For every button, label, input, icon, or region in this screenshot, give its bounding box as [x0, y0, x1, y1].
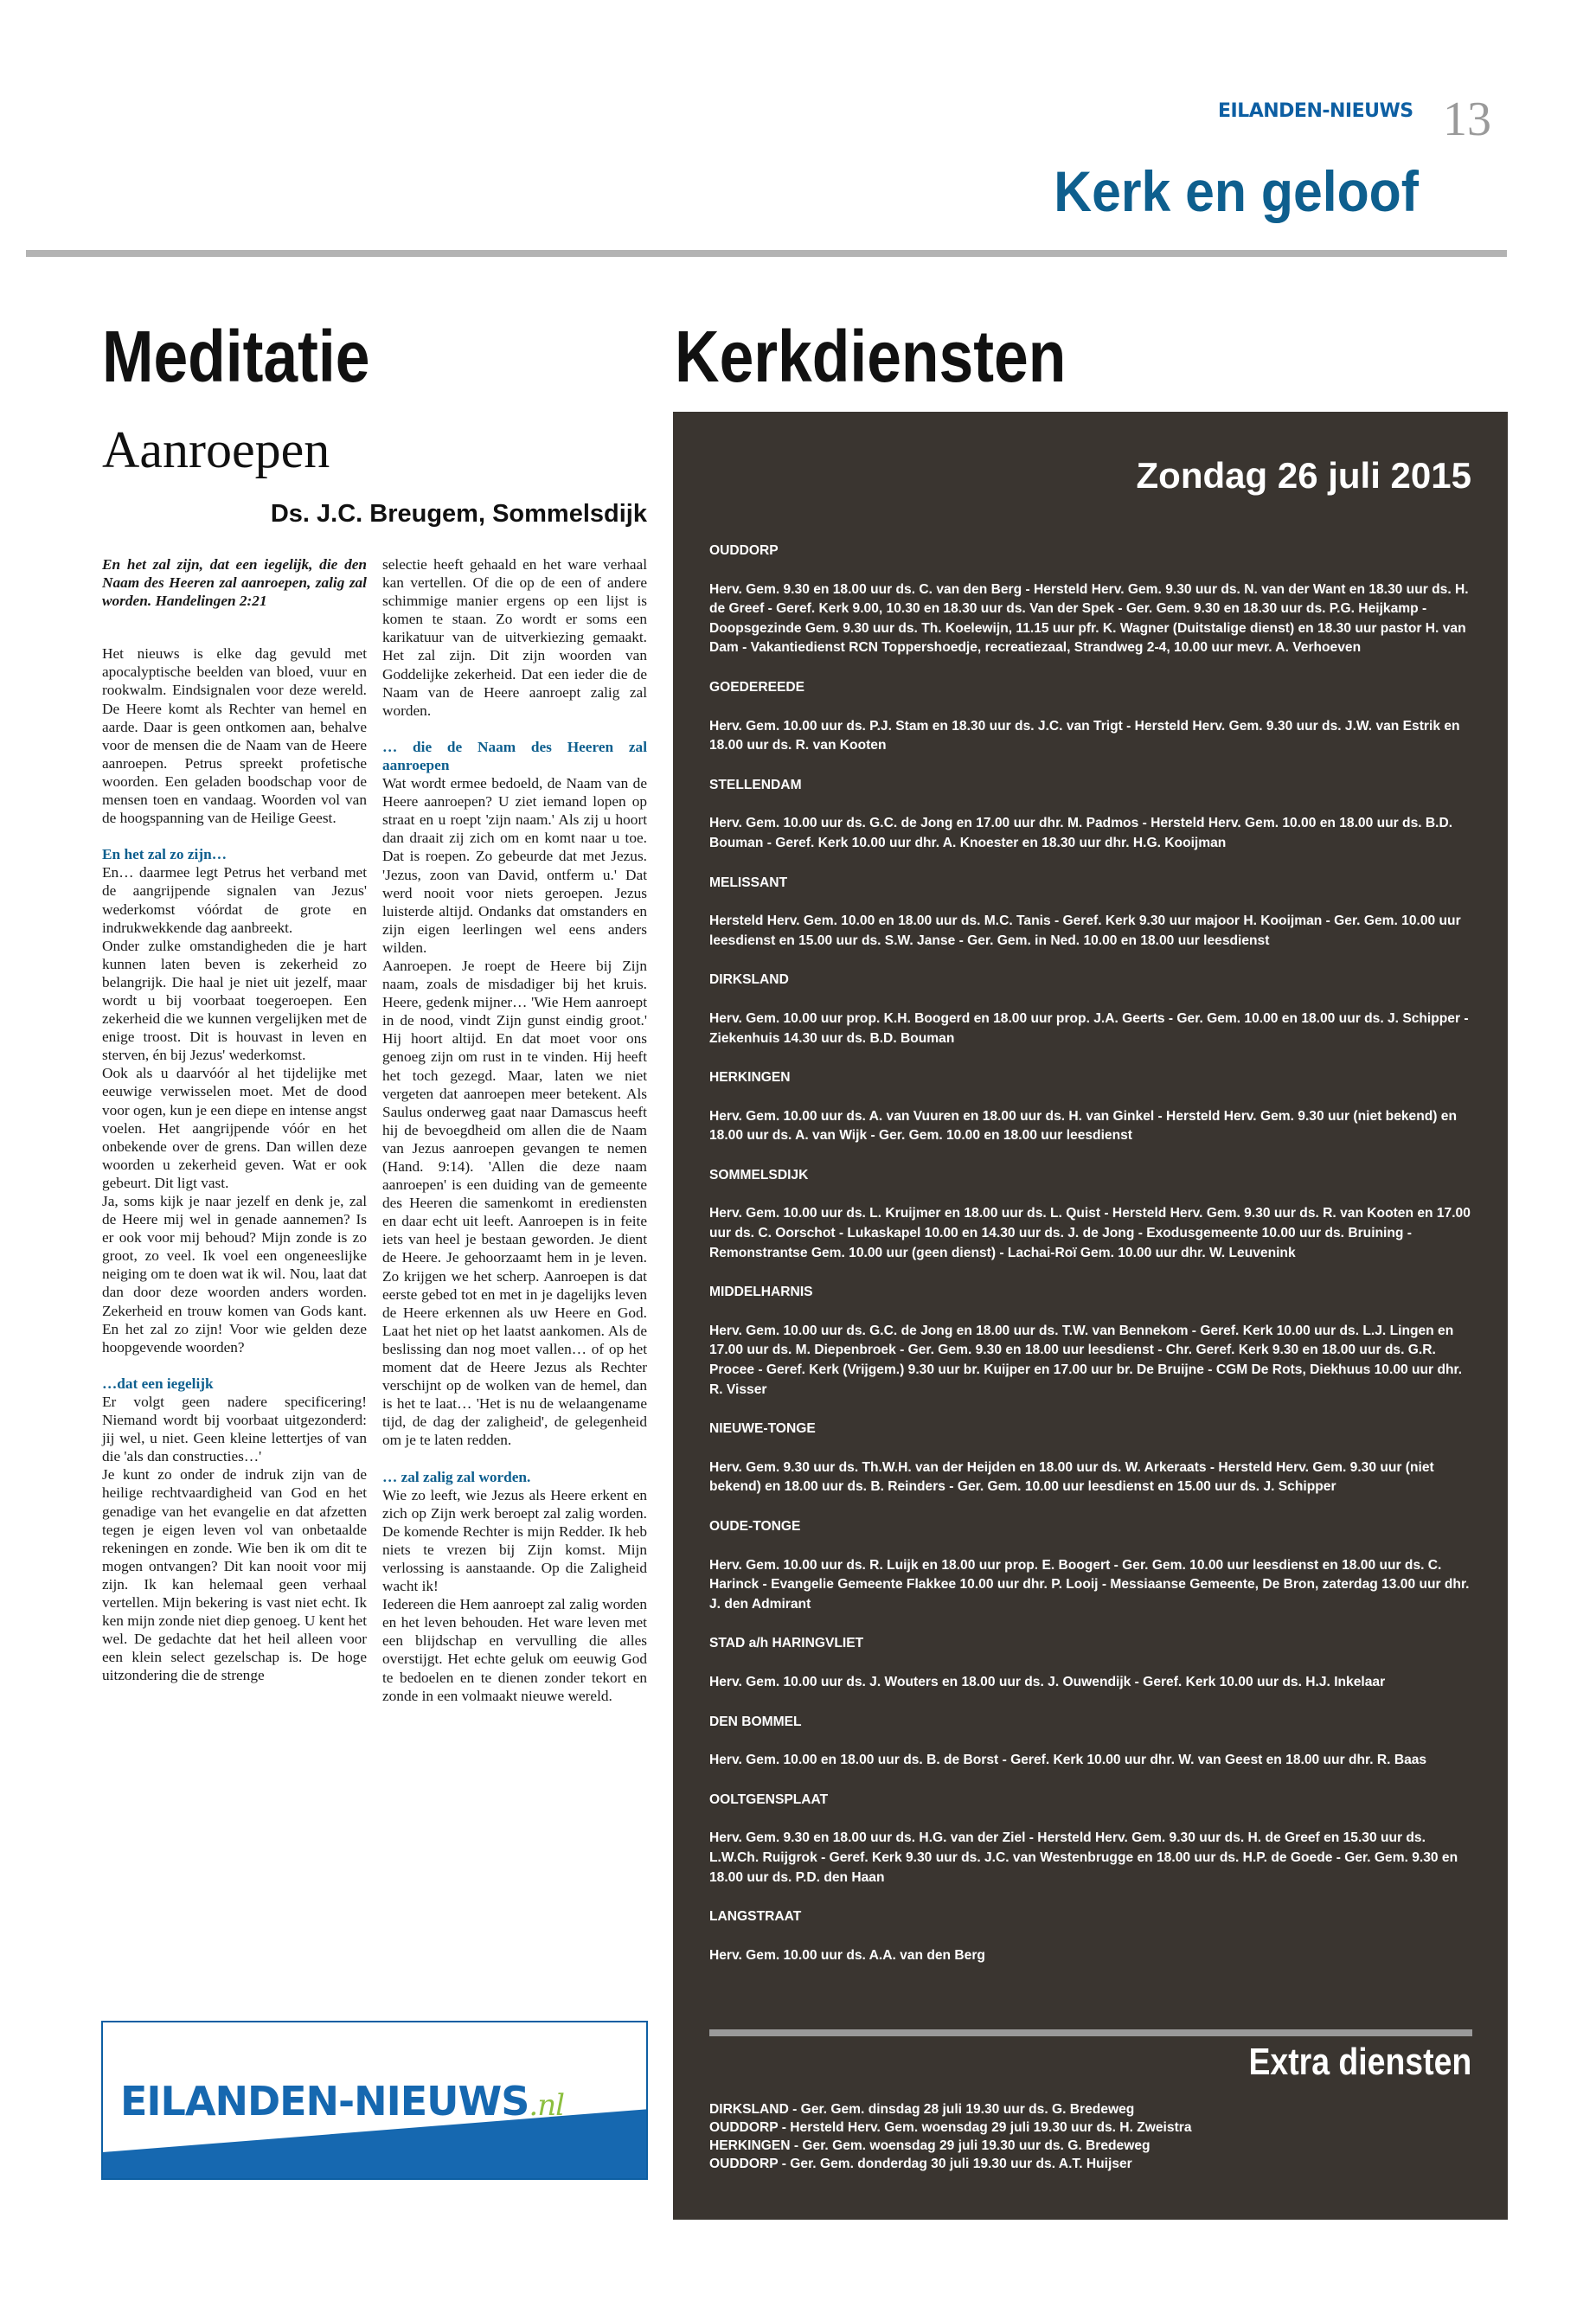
place-services: Herv. Gem. 9.30 uur ds. Th.W.H. van der Heijden en 18.00 uur ds. W. Arkeraats - Hersteld Herv. Gem. 9.30 uur (niet bekend) en 18.00 uur ds. B. Reinders - Ger. Gem. 10.00 uur leesdienst en 15.00 uur ds. J. Schipper: [709, 1459, 1434, 1495]
place-name: MELISSANT: [709, 875, 788, 890]
place-services: Herv. Gem. 10.00 uur ds. L. Kruijmer en 18.00 uur ds. L. Quist - Hersteld Herv. Gem. 9.30 uur ds. R. van Kooten en 17.00 uur ds. C. Oorschot - Lukaskapel 10.00 en 14.30 uur ds. J. de Jong - Exodusgemeente 10.00 uur ds. Bruining - Remonstrantse Gem. 10.00 uur (geen dienst) - Lachai-Roï Gem. 10.00 uur dhr. W. Leuvenink: [709, 1206, 1471, 1260]
place-services: Herv. Gem. 10.00 uur ds. G.C. de Jong en 18.00 uur ds. T.W. van Bennekom - Geref. Kerk 10.00 uur ds. L.J. Lingen en 17.00 uur ds. M. Diepenbroek - Ger. Gem. 9.30 en 18.00 uur leesdienst - Chr. Geref. Kerk 9.30 en 18.00 uur ds. G.R. Procee - Geref. Kerk (Vrijgem.) 9.30 uur br. Kuijper en 17.00 uur br. De Bruijne - CGM De Rots, Diekhuus 10.00 uur dhr. R. Visser: [709, 1323, 1463, 1397]
article-paragraph: selectie heeft gehaald en het ware verhaal kan vertellen. Of die op de een of andere schimmige manier ergens op een lijst is komen te staan. Zo wordt er soms een karikatuur van de uitverkiezing gemaakt. Het zal zijn. Dit zijn woorden van Goddelijke zekerheid. Dat een ieder die de Naam van de Heere aanroept zalig zal worden.: [382, 556, 647, 719]
article-author: Ds. J.C. Breugem, Sommelsdijk: [270, 500, 647, 528]
place-name: DIRKSLAND: [709, 972, 789, 988]
place-services: Hersteld Herv. Gem. 10.00 en 18.00 uur ds. M.C. Tanis - Geref. Kerk 9.30 uur majoor H. Kooijman - Ger. Gem. 10.00 uur leesdienst en 15.00 uur ds. S.W. Janse - Ger. Gem. in Ned. 10.00 en 18.00 uur leesdienst: [709, 913, 1461, 948]
article-paragraph: Ook als u daarvóór al het tijdelijke met eeuwige verwisselen moet. Met de dood voor ogen, kun je een diepe en intense angst voelen. Het aangrijpende vóór en het onbekende over de grens. Dan willen deze woorden u zekerheid geven. Wat er ook gebeurt. Dit ligt vast.: [102, 1065, 367, 1191]
place-services: Herv. Gem. 10.00 uur ds. G.C. de Jong en 17.00 uur dhr. M. Padmos - Hersteld Herv. Gem. 10.00 en 18.00 uur ds. B.D. Bouman - Geref. Kerk 10.00 uur dhr. A. Knoester en 18.30 uur dhr. H.G. Kooijman: [709, 816, 1453, 850]
place-name: OOLTGENSPLAAT: [709, 1791, 829, 1807]
article-title: Aanroepen: [102, 421, 330, 478]
ad-logo: [120, 2078, 564, 2125]
header-divider: [26, 250, 1507, 257]
article-subheading: En het zal zo zijn…: [102, 846, 227, 863]
place-name: STAD a/h HARINGVLIET: [709, 1636, 864, 1651]
place-services: Herv. Gem. 10.00 uur ds. J. Wouters en 18.00 uur ds. J. Ouwendijk - Geref. Kerk 10.00 uur ds. H.J. Inkelaar: [709, 1674, 1386, 1689]
place-name: OUDDORP: [709, 543, 779, 558]
ad-logo-text: EILANDEN-NIEUWS: [120, 2078, 529, 2125]
article-paragraph: Ja, soms kijk je naar jezelf en denk je, zal de Heere mij wel in genade aannemen? Is er ook voor mij behoud? Mijn zonde is zo groot, zo veel. Ik voel een ongeneeslijke neiging om te doen wat ik wil. Nou, laat dat dan door deze woorden anders worden. Zekerheid en trouw komen van Gods kant. En het zal zo zijn! Voor wie gelden deze hoopgevende woorden?: [102, 1193, 367, 1356]
article-column-1: [102, 555, 367, 1684]
extra-services-title: Extra diensten: [1248, 2041, 1471, 2083]
eilanden-nieuws-ad[interactable]: [101, 2021, 648, 2180]
article-subheading: …dat een iegelijk: [102, 1375, 214, 1392]
place-services: Herv. Gem. 10.00 uur prop. K.H. Boogerd en 18.00 uur prop. J.A. Geerts - Ger. Gem. 10.00 en 18.00 uur ds. J. Schipper - Ziekenhuis 14.30 uur ds. B.D. Bouman: [709, 1010, 1469, 1046]
place-name: SOMMELSDIJK: [709, 1167, 809, 1183]
ad-logo-tld: .nl: [529, 2088, 564, 2123]
place-name: LANGSTRAAT: [709, 1909, 802, 1925]
article-subheading: … zal zalig zal worden.: [382, 1468, 531, 1485]
article-paragraph: Er volgt geen nadere specificering! Niemand wordt bij voorbaat uitgezonderd: jij wel, u niet. Geen kleine lettertjes of van die 'als dan constructies…': [102, 1393, 367, 1465]
article-lead-quote: En het zal zijn, dat een iegelijk, die den Naam des Heeren zal aanroepen, zalig zal worden. Handelingen 2:21: [102, 556, 367, 610]
place-services: Herv. Gem. 10.00 uur ds. A.A. van den Berg: [709, 1947, 985, 1963]
meditatie-heading: Meditatie: [102, 316, 370, 397]
article-paragraph: Onder zulke omstandigheden die je hart kunnen laten beven is zekerheid zo belangrijk. Die haal je niet uit jezelf, maar wordt u bij voorbaat toegeroepen. Een zekerheid die we kunnen vergelijken met de enige troost. Dit is houvast in leven en sterven, én bij Jezus' wederkomst.: [102, 937, 367, 1064]
article-subheading: … die de Naam des Heeren zal aanroepen: [382, 738, 647, 773]
extra-services-list: [709, 2100, 1472, 2173]
extra-service-item: OUDDORP - Ger. Gem. donderdag 30 juli 19.30 uur ds. A.T. Huijser: [709, 2157, 1132, 2171]
place-name: NIEUWE-TONGE: [709, 1421, 816, 1437]
article-paragraph: Iedereen die Hem aanroept zal zalig worden en het leven behouden. Het ware leven met een blijdschap en vervulling die alles overstijgt. Het echte geluk om eeuwig God te bedoelen en te dienen zonder tekort en zonde in een volmaakt nieuwe wereld.: [382, 1596, 647, 1704]
service-list: [709, 542, 1472, 1985]
place-name: STELLENDAM: [709, 777, 802, 792]
place-services: Herv. Gem. 10.00 uur ds. A. van Vuuren en 18.00 uur ds. H. van Ginkel - Hersteld Herv. Gem. 9.30 uur (niet bekend) en 18.00 uur ds. A. van Wijk - Ger. Gem. 10.00 en 18.00 uur leesdienst: [709, 1108, 1457, 1144]
place-services: Herv. Gem. 10.00 uur ds. P.J. Stam en 18.30 uur ds. J.C. van Trigt - Hersteld Herv. Gem. 9.30 uur ds. J.W. van Estrik en 18.00 uur ds. R. van Kooten: [709, 718, 1460, 753]
place-name: OUDE-TONGE: [709, 1519, 801, 1534]
article-paragraph: Wat wordt ermee bedoeld, de Naam van de Heere aanroepen? U ziet iemand lopen op straat en u roept 'zijn naam.' Als zij u hoort dan draait zij zich om en komt naar u toe. Dat is roepen. Zo gebeurde dat met Jezus. 'Jezus, zoon van David, ontferm u.' Dat werd nooit voor niets geroepen. Jezus luisterde altijd. Ondanks dat omstanders en zijn eigen leerlingen wel eens anders wilden.: [382, 775, 647, 956]
extra-service-item: DIRKSLAND - Ger. Gem. dinsdag 28 juli 19.30 uur ds. G. Bredeweg: [709, 2102, 1135, 2117]
article-paragraph: Aanroepen. Je roept de Heere bij Zijn naam, zoals de misdadiger bij het kruis. Heere, gedenk mijner… 'Wie Hem aanroept in de nood, vindt Zijn gunst eindig groot.' Hij hoort altijd. En dat moet voor ons genoeg zijn om rust in te vinden. Hij heeft het toch gezegd. Maar, laten we niet vergeten dat aanroepen meer betekent. Als Saulus onderweg gaat naar Damascus heeft hij de bevoegdheid om allen die de Naam van Jezus aanroepen gevangen te nemen (Hand. 9:14). 'Allen die deze naam aanroepen' is een duiding van de gemeente des Heeren die samenkomt in erediensten en daar echt uit leeft. Aanroepen is in feite iets van heel je bestaan geworden. Je dient de Heere. Je gehoorzaamt hem in je leven. Zo krijgen we het scherp. Aanroepen is dat eerste gebed tot en met in je dagelijks leven de Heere erkennen als uw Heere en God. Laat het niet op het laatst aankomen. Als de beslissing dan nog moet vallen… of op het moment dat de Heere Jezus als Rechter verschijnt op de wolken van de hemel, dan is het te laat… 'Het is nu de welaangename tijd, de dag der zaligheid', de gelegenheid om je te laten redden.: [382, 957, 647, 1449]
section-title: Kerk en geloof: [1054, 159, 1419, 223]
page-number: 13: [1443, 93, 1491, 146]
kerkdiensten-heading: Kerkdiensten: [675, 316, 1067, 397]
kerkdiensten-panel: [673, 412, 1508, 2220]
article-paragraph: Het nieuws is elke dag gevuld met apocalyptische beelden van bloed, vuur en rookwalm. Eindsignalen voor deze wereld. De Heere komt als Rechter van hemel en aarde. Daar is geen ontkomen aan, behalve voor de mensen die de Naam van de Heere aanroepen. Petrus spreekt profetische woorden. Een geladen boodschap voor de mensen toen en vandaag. Woorden vol van de hoogspanning van de Heilige Geest.: [102, 645, 367, 827]
place-services: Herv. Gem. 10.00 en 18.00 uur ds. B. de Borst - Geref. Kerk 10.00 uur dhr. W. van Geest en 18.00 uur dhr. R. Baas: [709, 1753, 1427, 1768]
article-paragraph: En… daarmee legt Petrus het verband met de aangrijpende signalen van Jezus' wederkomst vóórdat de grote en indrukwekkende dag aanbreekt.: [102, 864, 367, 936]
place-name: MIDDELHARNIS: [709, 1285, 813, 1300]
article-column-2: [382, 555, 647, 1705]
place-services: Herv. Gem. 9.30 en 18.00 uur ds. H.G. van der Ziel - Hersteld Herv. Gem. 9.30 uur ds. H. de Greef en 15.30 uur ds. L.W.Ch. Ruijgrok - Geref. Kerk 9.30 uur ds. J.C. van Westenbrugge en 18.00 uur ds. H.P. de Goede - Ger. Gem. 9.30 en 18.00 uur ds. P.D. den Haan: [709, 1830, 1458, 1885]
extra-service-item: HERKINGEN - Ger. Gem. woensdag 29 juli 19.30 uur ds. G. Bredeweg: [709, 2138, 1151, 2153]
place-name: GOEDEREEDE: [709, 679, 805, 695]
article-paragraph: Wie zo leeft, wie Jezus als Heere erkent en zich op Zijn werk beroept zal zalig worden. De komende Rechter is mijn Redder. Ik heb niets te vrezen bij Zijn komst. Mijn verlossing is aanstaande. Op die Zaligheid wacht ik!: [382, 1486, 647, 1595]
place-name: HERKINGEN: [709, 1070, 791, 1086]
place-name: DEN BOMMEL: [709, 1714, 802, 1729]
extra-divider: [709, 2029, 1472, 2036]
article-paragraph: Je kunt zo onder de indruk zijn van de heilige rechtvaardigheid van God en het genadige van het evangelie en dat afzetten tegen je eigen leven vol van onbetaalde rekeningen en zonde. Wie ben ik om dit te mogen ontvangen? Dit kan nooit voor mij zijn. Ik kan helemaal geen verhaal vertellen. Mijn bekering is vast niet echt. Ik ken mijn zonde niet diep genoeg. U kent het wel. De gedachte dat het heil alleen voor een klein select gezelschap is. De hoge uitzondering die de strenge: [102, 1466, 367, 1684]
masthead-logo: EILANDEN-NIEUWS: [1218, 100, 1413, 122]
extra-service-item: OUDDORP - Hersteld Herv. Gem. woensdag 29 juli 19.30 uur ds. H. Zweistra: [709, 2120, 1192, 2135]
service-date: Zondag 26 juli 2015: [1136, 455, 1471, 496]
place-services: Herv. Gem. 9.30 en 18.00 uur ds. C. van den Berg - Hersteld Herv. Gem. 9.30 uur ds. N. van der Want en 18.30 uur ds. H. de Greef - Geref. Kerk 9.00, 10.30 en 18.30 uur ds. Van der Spek - Ger. Gem. 9.30 en 18.30 uur ds. P.G. Heijkamp - Doopsgezinde Gem. 9.30 uur ds. Th. Koelewijn, 11.15 uur pfr. K. Wagner (Duitstalige dienst) en 18.30 uur pastor H. van Dam - Vakantiedienst RCN Toppershoedje, recreatiezaal, Strandweg 2-4, 10.00 uur mevr. A. Verhoeven: [709, 581, 1469, 656]
place-services: Herv. Gem. 10.00 uur ds. R. Luijk en 18.00 uur prop. E. Boogert - Ger. Gem. 10.00 uur leesdienst en 18.00 uur ds. C. Harinck - Evangelie Gemeente Flakkee 10.00 uur dhr. P. Looij - Messiaanse Gemeente, De Bron, zaterdag 13.00 uur dhr. J. den Admirant: [709, 1557, 1470, 1612]
